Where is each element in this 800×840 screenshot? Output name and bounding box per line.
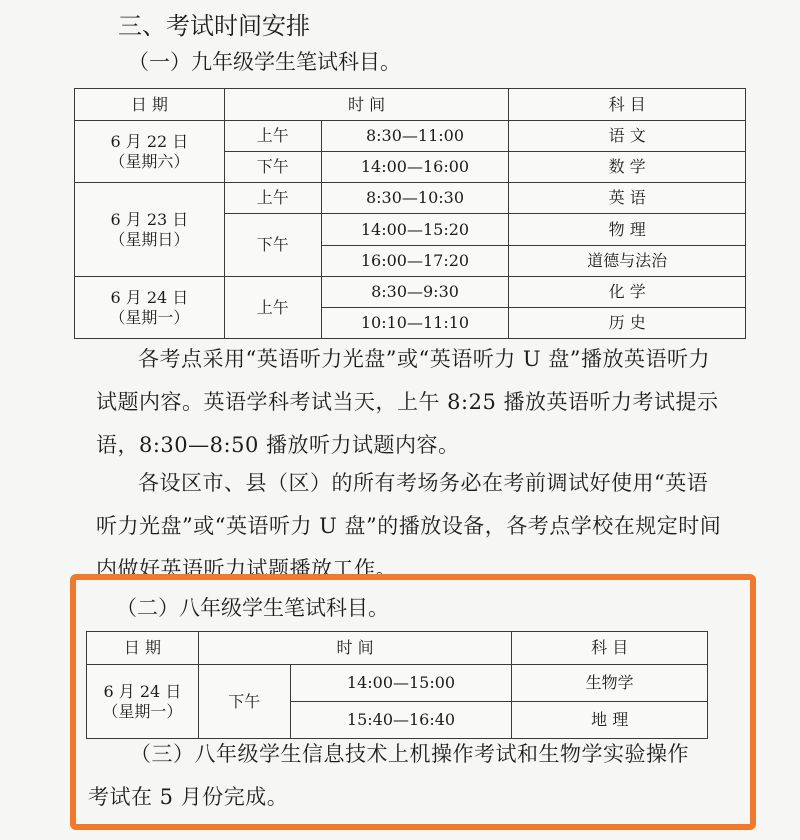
section3-text <box>88 733 738 819</box>
subject-cell: 历 史 <box>509 308 746 339</box>
paragraph-line: 语，8:30—8:50 播放听力试题内容。 <box>96 433 460 457</box>
header-subject: 科 目 <box>512 632 708 665</box>
header-time: 时 间 <box>198 632 511 665</box>
subject-cell: 英 语 <box>509 183 746 214</box>
section1-title: （一）九年级学生笔试科目。 <box>128 50 401 74</box>
subject-cell: 数 学 <box>509 152 746 183</box>
time-cell: 14:00—15:20 <box>321 214 509 246</box>
header-subject: 科 目 <box>509 89 746 121</box>
period-cell: 下午 <box>198 665 290 739</box>
period-cell: 下午 <box>224 152 321 183</box>
grade9-exam-table <box>74 88 746 339</box>
header-time: 时 间 <box>224 89 509 121</box>
period-cell: 上午 <box>224 121 321 152</box>
subject-cell: 语 文 <box>509 121 746 152</box>
period-cell: 上午 <box>224 183 321 214</box>
period-cell: 下午 <box>224 214 321 277</box>
time-cell: 8:30—11:00 <box>321 121 509 152</box>
period-cell: 上午 <box>224 277 321 339</box>
date-cell: 6 月 22 日 （星期六） <box>75 121 225 183</box>
time-cell: 10:10—11:10 <box>321 308 509 339</box>
paragraph-line: 各设区市、县（区）的所有考场务必在考前调试好使用“英语 <box>138 471 709 495</box>
section-heading: 三、考试时间安排 <box>118 12 310 40</box>
subject-cell: 生物学 <box>512 665 708 702</box>
time-cell: 14:00—16:00 <box>321 152 509 183</box>
paragraph-line: （三）八年级学生信息技术上机操作考试和生物学实验操作 <box>130 742 689 766</box>
subject-cell: 化 学 <box>509 277 746 308</box>
header-date: 日 期 <box>75 89 225 121</box>
subject-cell: 地 理 <box>512 702 708 739</box>
subject-cell: 物 理 <box>509 214 746 246</box>
paragraph-line: 试题内容。英语学科考试当天，上午 8:25 播放英语听力考试提示 <box>96 390 719 414</box>
paragraph-line: 内做好英语听力试题播放工作。 <box>96 557 397 581</box>
grade8-exam-table <box>86 631 708 739</box>
section2-title: （二）八年级学生笔试科目。 <box>116 596 389 620</box>
date-cell: 6 月 24 日 （星期一） <box>75 277 225 339</box>
paragraph-equipment <box>96 462 736 591</box>
subject-cell: 道德与法治 <box>509 246 746 277</box>
time-cell: 15:40—16:40 <box>290 702 512 739</box>
time-cell: 16:00—17:20 <box>321 246 509 277</box>
paragraph-listening-media <box>96 338 736 467</box>
paragraph-line: 听力光盘”或“英语听力 U 盘”的播放设备，各考点学校在规定时间 <box>96 514 722 538</box>
time-cell: 8:30—10:30 <box>321 183 509 214</box>
header-date: 日 期 <box>87 632 199 665</box>
paragraph-line: 各考点采用“英语听力光盘”或“英语听力 U 盘”播放英语听力 <box>138 347 710 371</box>
time-cell: 8:30—9:30 <box>321 277 509 308</box>
date-cell: 6 月 24 日 （星期一） <box>87 665 199 739</box>
time-cell: 14:00—15:00 <box>290 665 512 702</box>
date-cell: 6 月 23 日 （星期日） <box>75 183 225 277</box>
paragraph-line: 考试在 5 月份完成。 <box>88 785 289 809</box>
